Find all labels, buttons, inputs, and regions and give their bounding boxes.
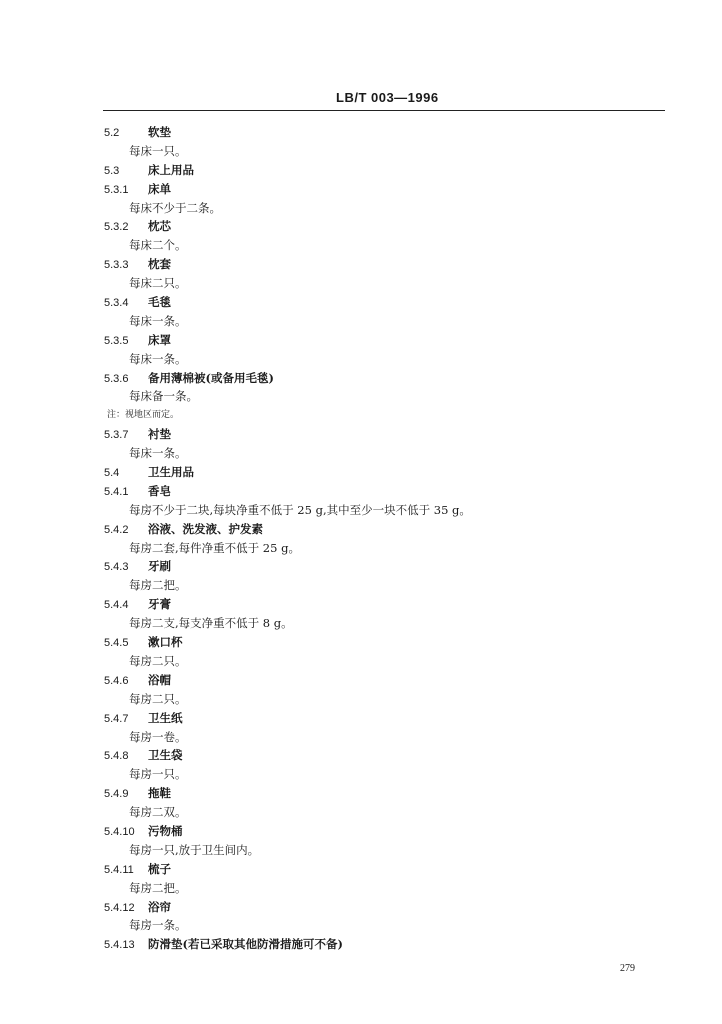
body-text: 每房二只。	[129, 691, 187, 706]
section-number: 5.3.4	[104, 297, 129, 310]
section-title: 防滑垫(若已采取其他防滑措施可不备)	[148, 937, 343, 952]
section-heading	[0, 595, 722, 614]
section-heading	[0, 331, 722, 350]
section-title: 拖鞋	[148, 786, 171, 801]
section-title: 床罩	[148, 332, 171, 347]
section-title: 香皂	[148, 483, 171, 498]
body-text: 每床一条。	[129, 313, 187, 328]
section-heading	[0, 557, 722, 576]
section-number: 5.3	[104, 164, 120, 177]
section-title: 毛毯	[148, 295, 171, 310]
standard-code: LB/T 003—1996	[336, 90, 439, 105]
section-number: 5.4.4	[104, 599, 129, 612]
body-text: 每房二套,每件净重不低于 25 g。	[129, 540, 300, 555]
body-text: 每房一只,放于卫生间内。	[129, 842, 260, 857]
section-heading	[0, 935, 722, 954]
section-number: 5.4.7	[104, 712, 129, 725]
body-text: 每房二只。	[129, 653, 187, 668]
section-title: 浴帘	[148, 899, 171, 914]
section-heading	[0, 520, 722, 539]
section-title: 枕芯	[148, 219, 171, 234]
section-title: 卫生纸	[148, 710, 183, 725]
section-title: 枕套	[148, 257, 171, 272]
body-text: 每房二双。	[129, 805, 187, 820]
body-text: 每房一卷。	[129, 729, 187, 744]
body-text: 每房一条。	[129, 918, 187, 933]
section-heading	[0, 898, 722, 917]
section-title: 浴帽	[148, 672, 171, 687]
section-heading	[0, 425, 722, 444]
section-title: 污物桶	[148, 823, 183, 838]
body-text: 每房二把。	[129, 880, 187, 895]
section-number: 5.4.9	[104, 788, 129, 801]
section-title: 梳子	[148, 861, 171, 876]
section-title: 浴液、洗发液、护发素	[148, 521, 263, 536]
section-number: 5.3.2	[104, 221, 129, 234]
section-title: 卫生袋	[148, 748, 183, 763]
section-heading	[0, 463, 722, 482]
section-heading	[0, 822, 722, 841]
section-number: 5.4.5	[104, 637, 129, 650]
section-heading	[0, 482, 722, 501]
body-text: 每床一只。	[129, 143, 187, 158]
section-heading	[0, 293, 722, 312]
section-heading	[0, 217, 722, 236]
body-text: 每房二把。	[129, 578, 187, 593]
section-title: 软垫	[148, 125, 171, 139]
section-heading	[0, 860, 722, 879]
body-text: 每房一只。	[129, 767, 187, 782]
document-body	[0, 123, 722, 954]
body-text: 每床一条。	[129, 351, 187, 366]
section-number: 5.4.12	[104, 901, 135, 914]
section-title: 卫生用品	[148, 465, 194, 480]
body-text: 每房二支,每支净重不低于 8 g。	[129, 616, 293, 631]
section-number: 5.3.3	[104, 259, 129, 272]
body-text: 每床二个。	[129, 238, 187, 253]
body-text: 每床一条。	[129, 446, 187, 461]
section-number: 5.2	[104, 127, 120, 139]
section-number: 5.4.6	[104, 674, 129, 687]
section-number: 5.3.6	[104, 372, 129, 385]
body-text: 每房不少于二块,每块净重不低于 25 g,其中至少一块不低于 35 g。	[129, 502, 471, 517]
section-number: 5.4.8	[104, 750, 129, 763]
section-heading	[0, 369, 722, 388]
section-title: 衬垫	[148, 427, 171, 442]
section-title: 牙刷	[148, 559, 171, 574]
section-number: 5.3.1	[104, 183, 129, 196]
section-number: 5.4	[104, 467, 120, 480]
header-rule	[103, 110, 665, 111]
note-text: 注：视地区而定。	[107, 410, 180, 421]
section-heading	[0, 633, 722, 652]
section-number: 5.4.3	[104, 561, 129, 574]
body-text: 每床不少于二条。	[129, 200, 221, 215]
section-title: 漱口杯	[148, 635, 183, 650]
section-number: 5.4.2	[104, 523, 129, 536]
body-text: 每床备一条。	[129, 389, 198, 404]
section-heading	[0, 255, 722, 274]
section-number: 5.4.11	[104, 863, 134, 876]
section-heading	[0, 161, 722, 180]
section-title: 备用薄棉被(或备用毛毯)	[148, 370, 274, 385]
section-heading	[0, 671, 722, 690]
section-title: 床单	[148, 181, 171, 196]
section-title: 牙膏	[148, 597, 171, 612]
section-number: 5.4.13	[104, 939, 135, 952]
section-heading	[0, 746, 722, 765]
section-heading	[0, 180, 722, 199]
section-number: 5.3.7	[104, 429, 129, 442]
body-text: 每床二只。	[129, 276, 187, 291]
section-heading	[0, 709, 722, 728]
section-title: 床上用品	[148, 162, 194, 177]
section-heading	[0, 123, 722, 142]
section-heading	[0, 784, 722, 803]
section-number: 5.3.5	[104, 334, 129, 347]
section-number: 5.4.1	[104, 485, 129, 498]
section-number: 5.4.10	[104, 825, 135, 838]
page-number: 279	[620, 963, 635, 974]
